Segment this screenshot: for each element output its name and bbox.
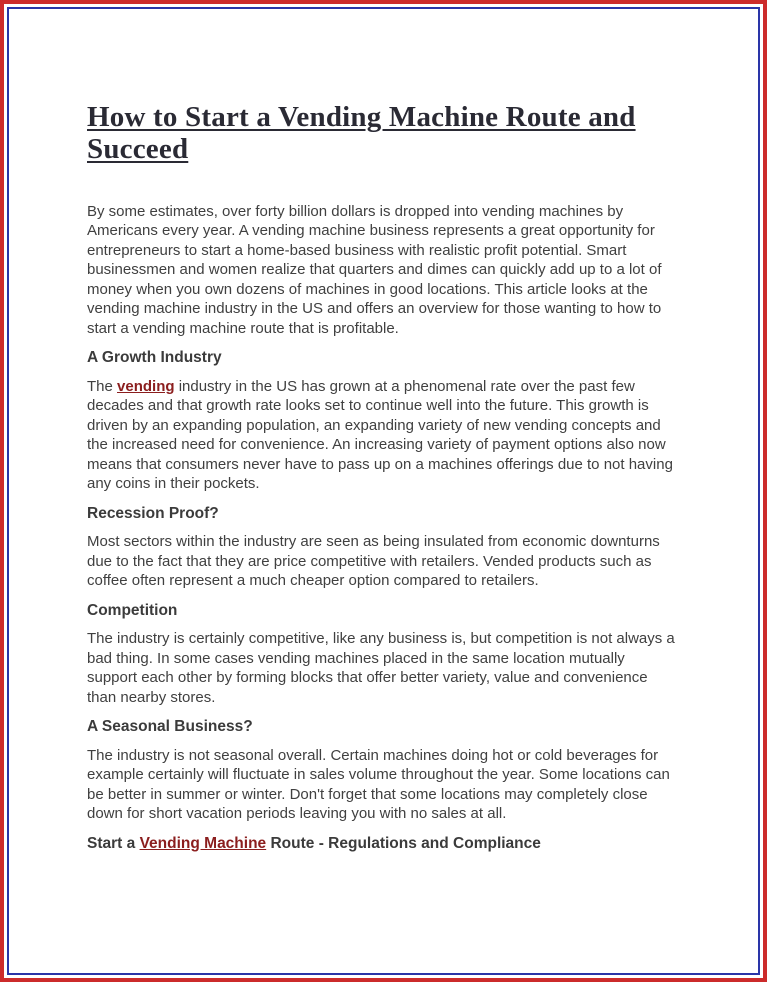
heading-recession-proof: Recession Proof?	[87, 504, 219, 522]
heading-seasonal-business: A Seasonal Business?	[87, 718, 253, 736]
growth-text-pre: The	[87, 377, 118, 395]
vending-link[interactable]: vending	[117, 377, 175, 395]
competition-paragraph: The industry is certainly competitive, like any business is, but competition is not always a bad thing. In some cases vending machines placed in the same location mutually support each other by forming blocks that offer better variety, value and convenience than nearby stores.	[87, 630, 675, 706]
recession-paragraph: Most sectors within the industry are seen as being insulated from economic downturns due to the fact that they are price competitive with retailers. Vended products such as coffee often represent a much cheaper option compared to retailers.	[87, 533, 660, 590]
vending-machine-link[interactable]: Vending Machine	[139, 834, 267, 852]
document-title: How to Start a Vending Machine Route and Succeed	[87, 101, 636, 166]
heading-competition: Competition	[87, 601, 178, 619]
heading-growth-industry: A Growth Industry	[87, 349, 222, 367]
document-inner-frame	[7, 7, 760, 975]
regulations-text-pre: Start a	[87, 834, 140, 852]
seasonal-paragraph: The industry is not seasonal overall. Certain machines doing hot or cold beverages for example certainly will fluctuate in sales volume throughout the year. Some locations can be better in summer or winter. Don't forget that some locations may completely close down for short vacation periods leaving you with no sales at all.	[87, 746, 670, 823]
growth-text-post: industry in the US has grown at a phenomenal rate over the past few decades and that growth rate looks set to continue well into the future. This growth is driven by an expanding population, an expanding variety of new vending concepts and the increased need for convenience. An increasing variety of payment options also now means that consumers never have to pass up on a machines offerings due to not having any coins in their pockets.	[87, 377, 673, 493]
regulations-text-post: Route - Regulations and Compliance	[266, 834, 541, 852]
intro-paragraph: By some estimates, over forty billion dollars is dropped into vending machines by Americans every year. A vending machine business represents a great opportunity for entrepreneurs to start a home-based business with realistic profit potential. Smart businessmen and women realize that quarters and dimes can quickly add up to a lot of money when you own dozens of machines in good locations. This article looks at the vending machine industry in the US and offers an overview for those wanting to how to start a vending machine route that is profitable.	[87, 202, 662, 337]
heading-regulations-compliance	[87, 834, 678, 854]
growth-paragraph	[87, 377, 678, 494]
